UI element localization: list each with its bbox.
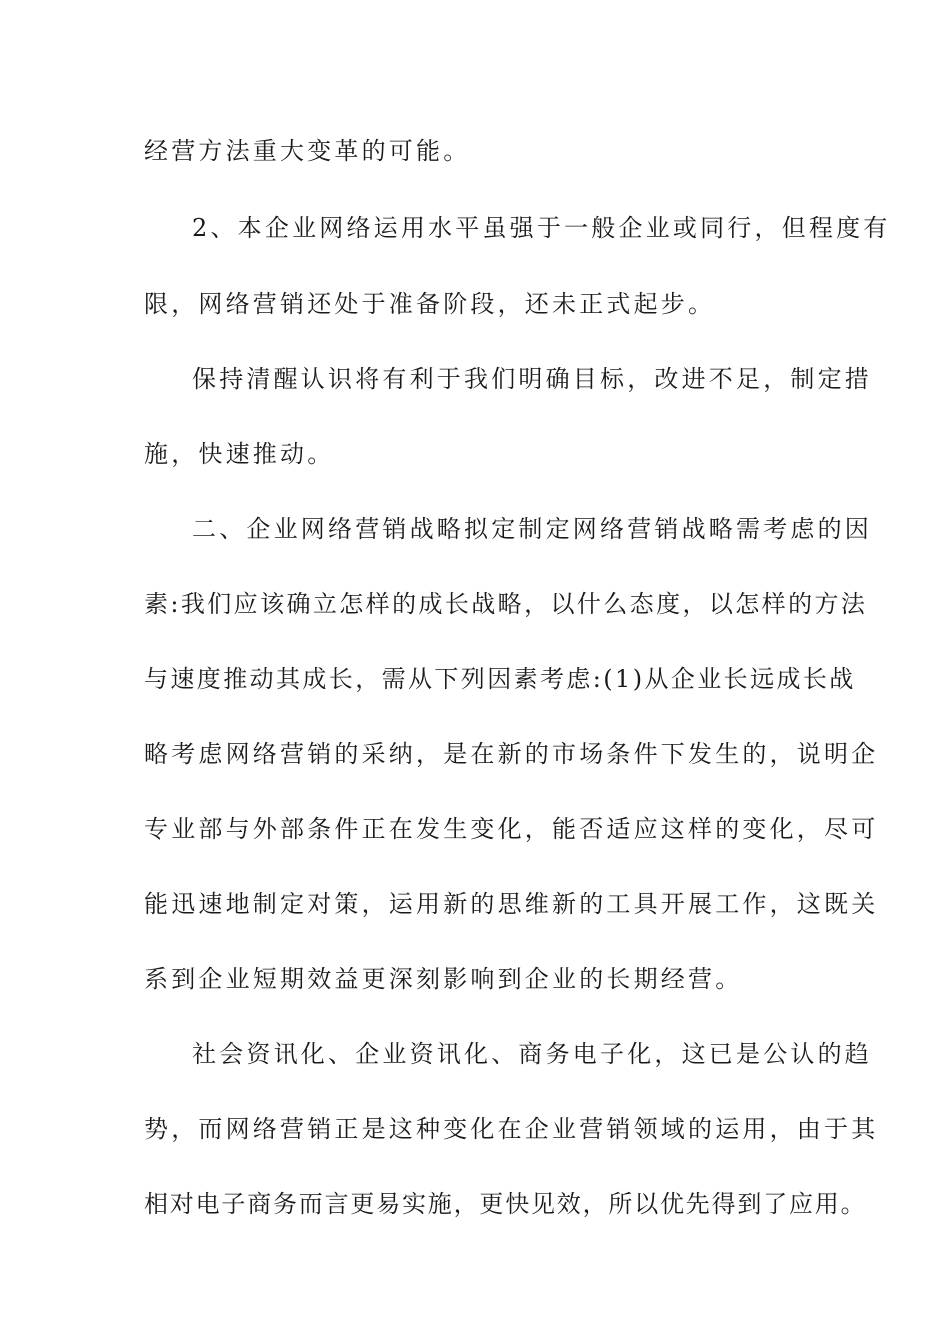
- text-line: 经营方法重大变革的可能。: [144, 137, 471, 165]
- paragraph-start-line: 2、本企业网络运用水平虽强于一般企业或同行，但程度有: [192, 214, 891, 242]
- text-line: 施，快速推动。: [144, 440, 335, 468]
- text-line: 素:我们应该确立怎样的成长战略，以什么态度，以怎样的方法: [144, 590, 868, 618]
- text-line: 限，网络营销还处于准备阶段，还未正式起步。: [144, 290, 716, 318]
- paragraph-start-line: 社会资讯化、企业资讯化、商务电子化，这已是公认的趋: [192, 1040, 872, 1068]
- text-line: 能迅速地制定对策，运用新的思维新的工具开展工作，这既关: [144, 890, 879, 918]
- paragraph-start-line: 保持清醒认识将有利于我们明确目标，改进不足，制定措: [192, 365, 872, 393]
- text-line: 略考虑网络营销的采纳，是在新的市场条件下发生的，说明企: [144, 740, 879, 768]
- text-line: 势，而网络营销正是这种变化在企业营销领域的运用，由于其: [144, 1115, 879, 1143]
- text-line: 系到企业短期效益更深刻影响到企业的长期经营。: [144, 965, 743, 993]
- paragraph-start-line: 二、企业网络营销战略拟定制定网络营销战略需考虑的因: [192, 515, 872, 543]
- text-line: 与速度推动其成长，需从下列因素考虑:(1)从企业长远成长战: [144, 665, 856, 693]
- text-line: 相对电子商务而言更易实施，更快见效，所以优先得到了应用。: [144, 1190, 867, 1218]
- text-line: 专业部与外部条件正在发生变化，能否适应这样的变化，尽可: [144, 815, 879, 843]
